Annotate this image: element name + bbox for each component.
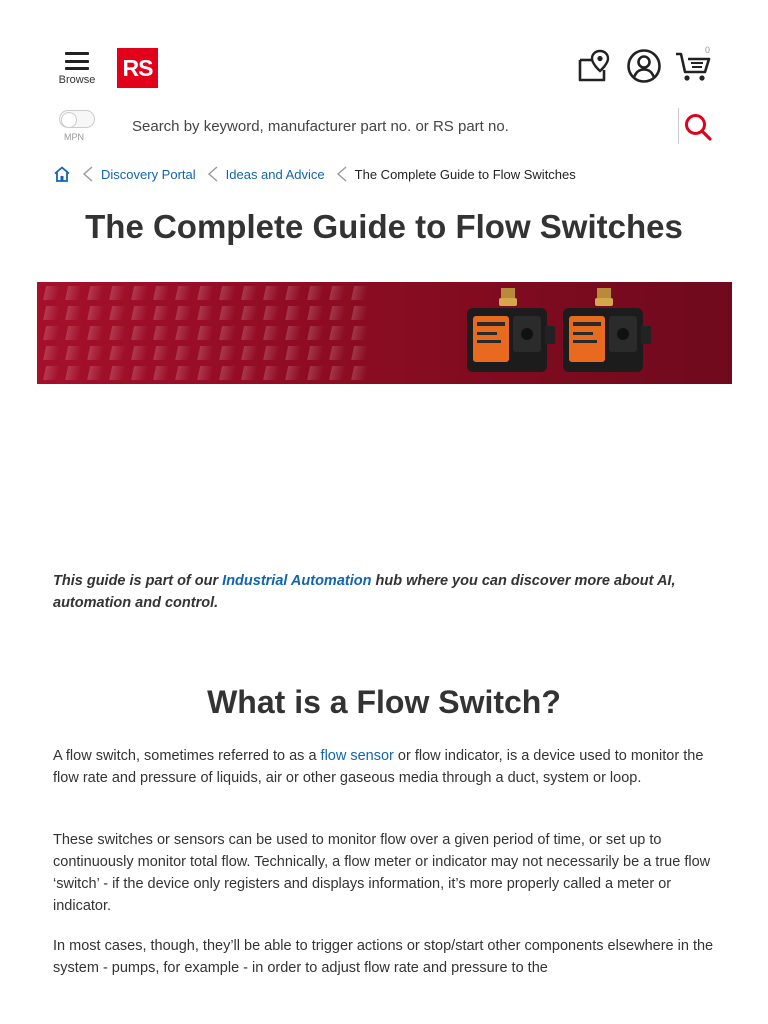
- search-icon[interactable]: [683, 112, 713, 142]
- breadcrumb: [53, 164, 576, 184]
- search-divider: [678, 108, 679, 144]
- search-input[interactable]: [124, 112, 664, 140]
- breadcrumb-current: The Complete Guide to Flow Switches: [354, 166, 576, 182]
- chevron-left-icon: [206, 165, 220, 183]
- intro-text-start: This guide is part of our: [53, 573, 223, 589]
- account-icon[interactable]: [626, 48, 662, 84]
- mpn-toggle-label: MPN: [64, 132, 84, 142]
- section-heading: What is a Flow Switch?: [207, 684, 561, 720]
- hub-intro-text: [53, 570, 713, 614]
- paragraph-1-start: A flow switch, sometimes referred to as a: [53, 748, 321, 764]
- rs-logo[interactable]: RS: [117, 48, 158, 88]
- browse-label: Browse: [58, 74, 96, 86]
- industrial-automation-link[interactable]: Industrial Automation: [222, 573, 372, 589]
- mpn-toggle[interactable]: [59, 110, 95, 128]
- paragraph-2: These switches or sensors can be used to monitor flow over a given period of time, or set up to continuously monitor total flow. Technically, a flow meter or indicator may not necessarily be a true flow ‘switch’ - if the device only registers and displays information, it’s more properly called a meter or indicator.: [53, 832, 711, 914]
- chevron-left-icon: [81, 165, 95, 183]
- browse-menu-button[interactable]: [56, 52, 98, 86]
- home-icon[interactable]: [53, 165, 71, 183]
- breadcrumb-discovery-portal[interactable]: Discovery Portal: [101, 166, 196, 182]
- flow-sensor-link[interactable]: flow sensor: [320, 748, 394, 764]
- flow-switch-product-image: [461, 286, 661, 382]
- hero-banner-image: [37, 282, 732, 384]
- intro-text-end: hub where you can discover more about AI, automation and control.: [53, 573, 676, 611]
- chevron-left-icon: [335, 165, 349, 183]
- search-bar: [0, 104, 768, 150]
- banner-tile-pattern: [37, 282, 417, 384]
- site-header: [0, 0, 768, 100]
- paragraph-1-end: or flow indicator, is a device used to monitor the flow rate and pressure of liquids, air or other gaseous media through a duct, system or loop.: [53, 748, 704, 786]
- hamburger-icon: [65, 52, 89, 70]
- paragraph-3: In most cases, though, they’ll be able to trigger actions or stop/start other components elsewhere in the system - pumps, for example - in order to adjust flow rate and pressure to the: [53, 938, 714, 976]
- store-locator-icon[interactable]: [576, 48, 612, 84]
- paragraph-1: [53, 745, 719, 789]
- breadcrumb-ideas-and-advice[interactable]: Ideas and Advice: [225, 166, 325, 182]
- cart-count-badge: 0: [705, 45, 711, 55]
- page-title: The Complete Guide to Flow Switches: [85, 208, 683, 245]
